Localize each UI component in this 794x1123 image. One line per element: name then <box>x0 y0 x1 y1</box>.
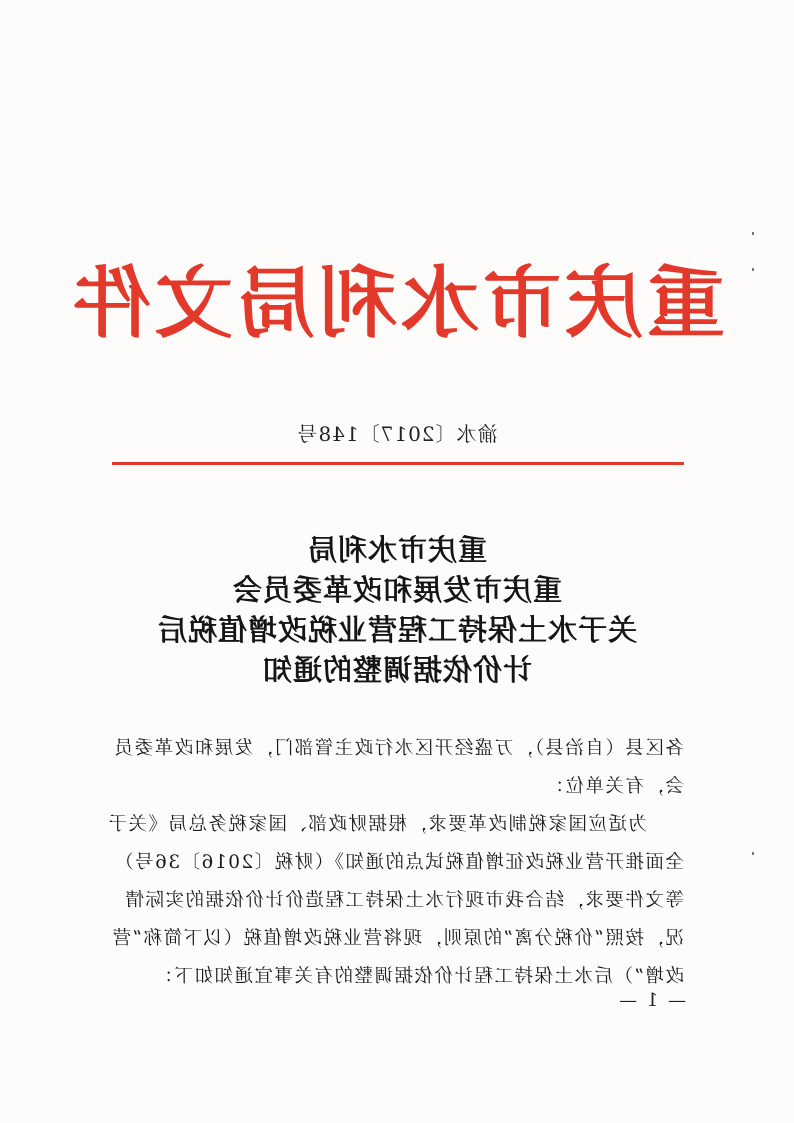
red-divider-line <box>112 462 684 465</box>
scan-speck <box>752 852 754 855</box>
salutation: 各区县（自治县），万盛经开区水行政主管部门，发展和改革委员会，有关单位： <box>113 738 684 797</box>
page-number: — 1 — <box>617 990 686 1011</box>
notice-title <box>0 530 794 690</box>
scan-speck <box>752 268 754 271</box>
title-line: 计价依据调整的通知 <box>262 653 533 687</box>
scan-speck <box>752 232 754 235</box>
agency-masthead: 重庆市水利局文件 <box>69 259 726 349</box>
body-paragraph: 为适应国家税制改革要求，根据财政部、国家税务总局《关于全面推开营业税改征增值税试点的通知》（财税〔2016〕36号）等文件要求，结合我市现行水土保持工程造价计价依据的实际情况，按照“价税分离”的原则，现将营业税改增值税（以下简称“营改增”）后水土保持工程计价依据调整的有关事宜通知如下： <box>106 814 684 987</box>
document-number: 渝水〔2017〕148号 <box>296 422 498 446</box>
title-line: 重庆市发展和改革委员会 <box>232 573 563 607</box>
title-line: 重庆市水利局 <box>307 533 488 567</box>
title-line: 关于水土保持工程营业税改增值税后 <box>157 613 638 647</box>
notice-body <box>104 730 684 996</box>
